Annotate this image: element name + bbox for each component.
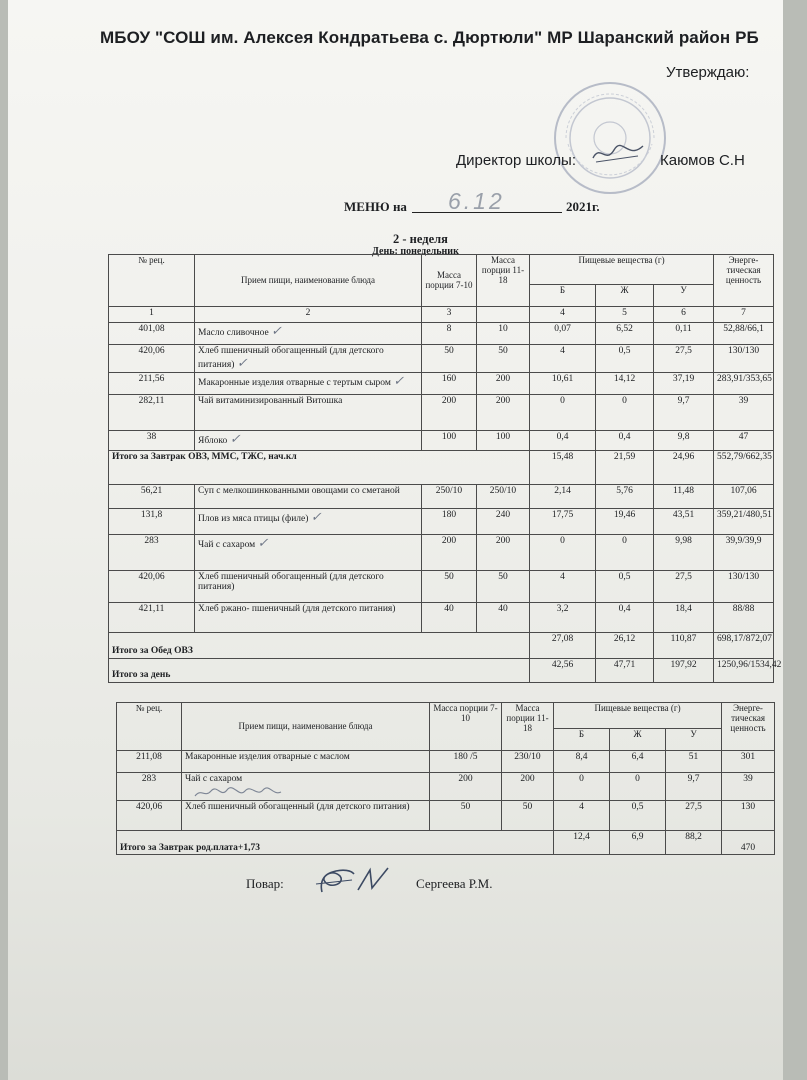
total-row-day: [109, 658, 774, 682]
col-header-energy: Энерге-тическая ценность: [722, 703, 775, 751]
index-cell: 2: [195, 307, 422, 323]
total-energy: 470: [722, 831, 775, 855]
total-energy: 1250,96/1534,42: [714, 658, 774, 682]
dish-name: Чай с сахаром: [182, 773, 430, 801]
mass-7-10: 200: [430, 773, 502, 801]
carbs: 9,7: [666, 773, 722, 801]
col-header-num: № рец.: [117, 703, 182, 751]
total-row-lunch: [109, 632, 774, 658]
table-row: [117, 801, 775, 831]
total-carbs: 88,2: [666, 831, 722, 855]
carbs: 18,4: [654, 602, 714, 632]
carbs: 27,5: [654, 345, 714, 373]
mass-7-10: 50: [422, 570, 477, 602]
table-row: [109, 602, 774, 632]
table-row: [109, 372, 774, 394]
index-cell: 7: [714, 307, 774, 323]
index-cell: 4: [530, 307, 596, 323]
fat: 6,52: [596, 323, 654, 345]
mass-11-18: 50: [502, 801, 554, 831]
fat: 5,76: [596, 484, 654, 508]
mass-11-18: 10: [477, 323, 530, 345]
mass-11-18: 250/10: [477, 484, 530, 508]
recipe-num: 211,08: [117, 751, 182, 773]
total-energy: 698,17/872,07: [714, 632, 774, 658]
col-header-u: У: [666, 729, 722, 751]
mass-11-18: 200: [477, 372, 530, 394]
carbs: 0,11: [654, 323, 714, 345]
protein: 4: [530, 345, 596, 373]
energy: 130: [722, 801, 775, 831]
fat: 19,46: [596, 508, 654, 534]
total-carbs: 197,92: [654, 658, 714, 682]
dish-name-cell: [195, 570, 422, 602]
dish-name-cell: [195, 508, 422, 534]
total-protein: 42,56: [530, 658, 596, 682]
col-header-b: Б: [530, 285, 596, 307]
col-header-energy: Энерге-тическая ценность: [714, 255, 774, 307]
total-row-breakfast: [109, 450, 774, 484]
dish-name: Хлеб ржано- пшеничный (для детского питания): [198, 603, 396, 614]
total-label: Итого за Завтрак род.плата+1,73: [117, 831, 554, 855]
recipe-num: 401,08: [109, 323, 195, 345]
energy: 39: [714, 394, 774, 430]
dish-name: Хлеб пшеничный обогащенный (для детского питания): [198, 571, 384, 593]
recipe-num: 420,06: [109, 570, 195, 602]
dish-name-cell: [195, 430, 422, 450]
carbs: 27,5: [666, 801, 722, 831]
menu-table-paid-breakfast: [116, 702, 775, 855]
dish-name-cell: [195, 484, 422, 508]
total-label: Итого за день: [109, 658, 530, 682]
total-label: Итого за Обед ОВЗ: [109, 632, 530, 658]
total-protein: 27,08: [530, 632, 596, 658]
mass-7-10: 100: [422, 430, 477, 450]
energy: 130/130: [714, 570, 774, 602]
dish-name: Хлеб пшеничный обогащенный (для детского питания): [198, 346, 384, 371]
fat: 0,4: [596, 430, 654, 450]
total-label: Итого за Завтрак ОВЗ, ММС, ТЖС, нач.кл: [109, 450, 530, 484]
fat: 0,5: [596, 345, 654, 373]
mass-11-18: 200: [477, 534, 530, 570]
index-cell: 5: [596, 307, 654, 323]
table-header-row: [109, 255, 774, 285]
energy: 47: [714, 430, 774, 450]
total-carbs: 110,87: [654, 632, 714, 658]
energy: 359,21/480,51: [714, 508, 774, 534]
mass-7-10: 8: [422, 323, 477, 345]
day-label: День: понедельник: [372, 246, 459, 257]
mass-7-10: 40: [422, 602, 477, 632]
mass-11-18: 50: [477, 570, 530, 602]
mass-11-18: 50: [477, 345, 530, 373]
total-row-paid-breakfast: [117, 831, 775, 855]
fat: 0,4: [596, 602, 654, 632]
approve-label: Утверждаю:: [666, 64, 750, 81]
energy: 301: [722, 751, 775, 773]
carbs: 9,98: [654, 534, 714, 570]
checkmark-handwritten: ✓: [229, 430, 241, 446]
col-header-nutrients: Пищевые вещества (г): [554, 703, 722, 729]
dish-name: Макаронные изделия отварные с маслом: [182, 751, 430, 773]
total-fat: 21,59: [596, 450, 654, 484]
fat: 14,12: [596, 372, 654, 394]
total-fat: 6,9: [610, 831, 666, 855]
menu-year: 2021г.: [566, 199, 600, 214]
cook-signature: [308, 862, 398, 898]
carbs: 27,5: [654, 570, 714, 602]
recipe-num: 38: [109, 430, 195, 450]
checkmark-handwritten: ✓: [257, 534, 269, 550]
index-cell: 3: [422, 307, 477, 323]
director-name: Каюмов С.Н: [660, 152, 745, 169]
energy: 283,91/353,65: [714, 372, 774, 394]
recipe-num: 131,8: [109, 508, 195, 534]
mass-11-18: 240: [477, 508, 530, 534]
mass-11-18: 40: [477, 602, 530, 632]
week-label: 2 - неделя: [393, 232, 448, 246]
protein: 0,4: [530, 430, 596, 450]
protein: 0,07: [530, 323, 596, 345]
table-header-row: [117, 703, 775, 729]
dish-name-cell: [195, 345, 422, 373]
dish-name: Плов из мяса птицы (филе): [198, 513, 309, 524]
dish-name-cell: [195, 323, 422, 345]
menu-document: [8, 0, 783, 1080]
col-header-mass-11-18: Масса порции 11-18: [477, 255, 530, 307]
handwritten-scribble: [193, 786, 283, 800]
mass-7-10: 250/10: [422, 484, 477, 508]
menu-table-main: [108, 254, 782, 683]
carbs: 11,48: [654, 484, 714, 508]
director-signature: [588, 138, 648, 168]
cook-label: Повар:: [246, 876, 284, 891]
mass-7-10: 180: [422, 508, 477, 534]
table-row: [117, 751, 775, 773]
protein: 0: [530, 394, 596, 430]
mass-11-18: 230/10: [502, 751, 554, 773]
protein: 3,2: [530, 602, 596, 632]
mass-7-10: 50: [430, 801, 502, 831]
col-header-u: У: [654, 285, 714, 307]
table-row: [109, 345, 774, 373]
dish-name-cell: [195, 394, 422, 430]
col-header-mass-7-10: Масса порции 7-10: [430, 703, 502, 751]
mass-7-10: 160: [422, 372, 477, 394]
dish-name-cell: [195, 372, 422, 394]
index-cell: [477, 307, 530, 323]
col-header-name: Прием пищи, наименование блюда: [195, 255, 422, 307]
table-row: [109, 394, 774, 430]
col-header-nutrients: Пищевые вещества (г): [530, 255, 714, 285]
energy: 88/88: [714, 602, 774, 632]
protein: 8,4: [554, 751, 610, 773]
checkmark-handwritten: ✓: [393, 372, 405, 388]
total-fat: 26,12: [596, 632, 654, 658]
protein: 4: [554, 801, 610, 831]
total-carbs: 24,96: [654, 450, 714, 484]
protein: 0: [530, 534, 596, 570]
recipe-num: 211,56: [109, 372, 195, 394]
table-row: [109, 570, 774, 602]
dish-name: Масло сливочное: [198, 328, 269, 338]
table-row: [109, 534, 774, 570]
fat: 6,4: [610, 751, 666, 773]
index-cell: 1: [109, 307, 195, 323]
recipe-num: 283: [109, 534, 195, 570]
dish-name: Хлеб пшеничный обогащенный (для детского питания): [182, 801, 430, 831]
carbs: 9,7: [654, 394, 714, 430]
dish-name: Макаронные изделия отварные с тертым сыром: [198, 377, 391, 388]
dish-name: Чай витаминизированный Витошка: [198, 395, 343, 406]
protein: 0: [554, 773, 610, 801]
mass-7-10: 180 /5: [430, 751, 502, 773]
col-header-mass-7-10: Масса порции 7-10: [422, 255, 477, 307]
dish-name-cell: [195, 602, 422, 632]
fat: 0: [610, 773, 666, 801]
carbs: 9,8: [654, 430, 714, 450]
total-fat: 47,71: [596, 658, 654, 682]
table-row: [109, 484, 774, 508]
menu-label: МЕНЮ на: [344, 199, 407, 214]
energy: 52,88/66,1: [714, 323, 774, 345]
mass-7-10: 50: [422, 345, 477, 373]
director-label: Директор школы:: [456, 152, 576, 169]
col-header-zh: Ж: [610, 729, 666, 751]
fat: 0: [596, 534, 654, 570]
col-header-name: Прием пищи, наименование блюда: [182, 703, 430, 751]
energy: 130/130: [714, 345, 774, 373]
mass-11-18: 100: [477, 430, 530, 450]
table-row: [109, 508, 774, 534]
col-header-b: Б: [554, 729, 610, 751]
mass-11-18: 200: [502, 773, 554, 801]
col-header-mass-11-18: Масса порции 11-18: [502, 703, 554, 751]
protein: 2,14: [530, 484, 596, 508]
mass-11-18: 200: [477, 394, 530, 430]
carbs: 37,19: [654, 372, 714, 394]
recipe-num: 283: [117, 773, 182, 801]
energy: 39,9/39,9: [714, 534, 774, 570]
checkmark-handwritten: ✓: [236, 355, 248, 371]
carbs: 43,51: [654, 508, 714, 534]
checkmark-handwritten: ✓: [310, 508, 322, 524]
protein: 4: [530, 570, 596, 602]
recipe-num: 420,06: [117, 801, 182, 831]
dish-name: Чай с сахаром: [198, 539, 256, 550]
col-header-zh: Ж: [596, 285, 654, 307]
cook-name: Сергеева Р.М.: [416, 876, 493, 891]
table-row: [109, 430, 774, 450]
dish-name: Яблоко: [198, 435, 228, 446]
energy: 39: [722, 773, 775, 801]
recipe-num: 282,11: [109, 394, 195, 430]
total-protein: 12,4: [554, 831, 610, 855]
column-index-row: [109, 307, 774, 323]
mass-7-10: 200: [422, 394, 477, 430]
fat: 0,5: [596, 570, 654, 602]
total-protein: 15,48: [530, 450, 596, 484]
checkmark-handwritten: ✓: [271, 323, 282, 338]
total-energy: 552,79/662,35: [714, 450, 774, 484]
fat: 0,5: [610, 801, 666, 831]
carbs: 51: [666, 751, 722, 773]
index-cell: 6: [654, 307, 714, 323]
energy: 107,06: [714, 484, 774, 508]
dish-name: Суп с мелкошинкованными овощами со сметаной: [198, 485, 400, 496]
protein: 10,61: [530, 372, 596, 394]
menu-date-handwritten: 6.12: [448, 188, 505, 214]
protein: 17,75: [530, 508, 596, 534]
mass-7-10: 200: [422, 534, 477, 570]
dish-name-cell: [195, 534, 422, 570]
recipe-num: 421,11: [109, 602, 195, 632]
col-header-num: № рец.: [109, 255, 195, 307]
school-title: МБОУ "СОШ им. Алексея Кондратьева с. Дюртюли" МР Шаранский район РБ: [100, 28, 759, 47]
recipe-num: 420,06: [109, 345, 195, 373]
recipe-num: 56,21: [109, 484, 195, 508]
table-row: [109, 323, 774, 345]
fat: 0: [596, 394, 654, 430]
